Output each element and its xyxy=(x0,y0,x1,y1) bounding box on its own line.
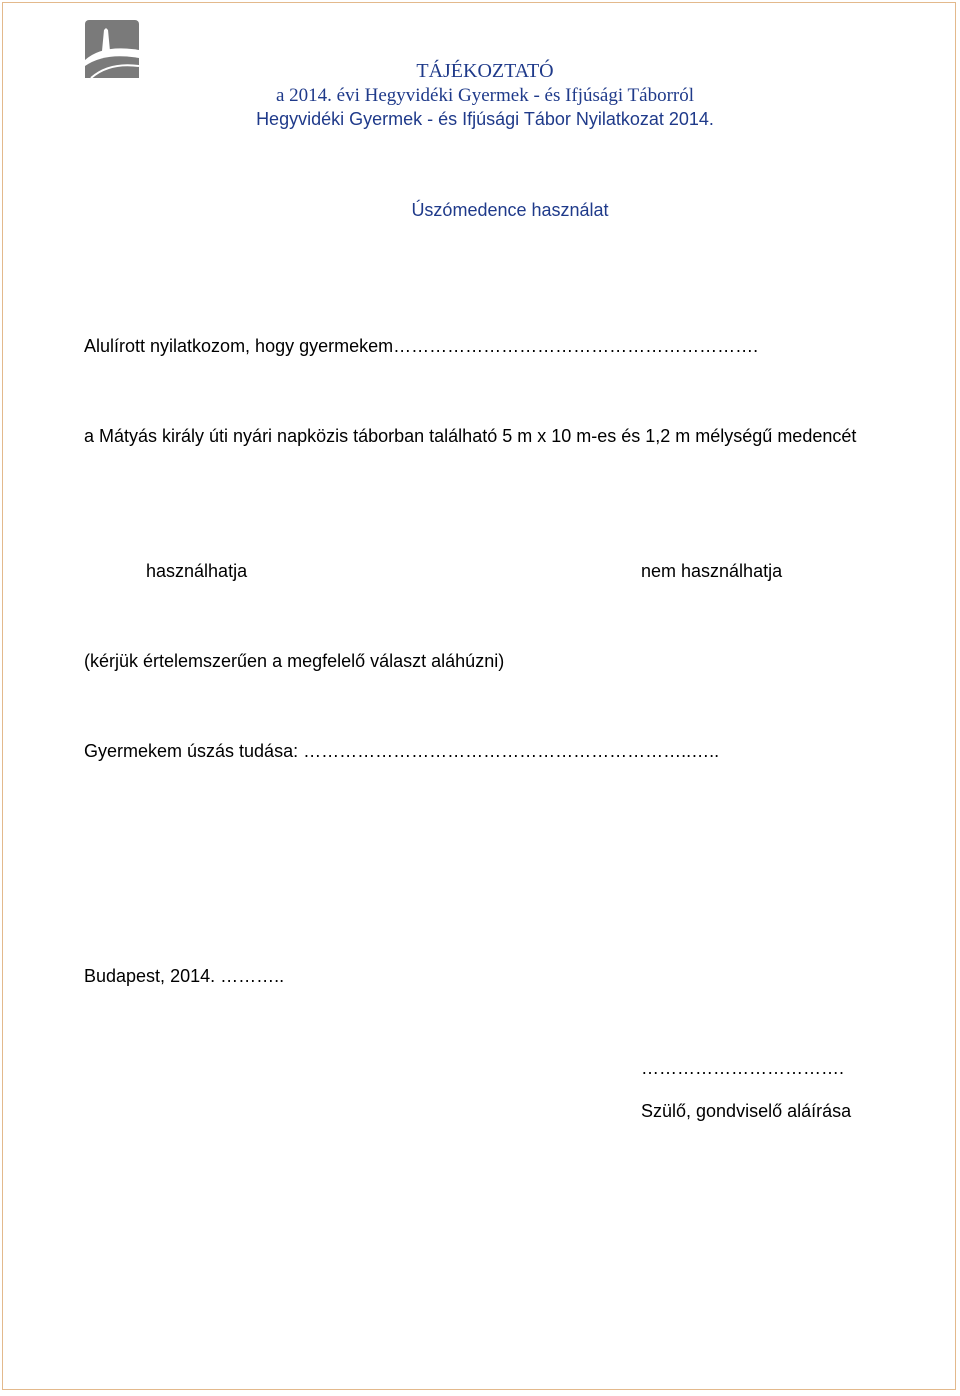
document-subtitle-2: Hegyvidéki Gyermek - és Ifjúsági Tábor Nyilatkozat 2014. xyxy=(256,109,714,129)
document-subtitle: a 2014. évi Hegyvidéki Gyermek - és Ifjúsági Táborról xyxy=(275,85,695,106)
place-date-field[interactable]: Budapest, 2014. ……….. xyxy=(84,966,285,986)
swimming-ability-field[interactable]: Gyermekem úszás tudása: ………………………………………………………..….. xyxy=(84,741,720,761)
section-title: Úszómedence használat xyxy=(411,200,609,220)
declaration-text: Alulírott nyilatkozom, hogy gyermekem……………………………………………………. xyxy=(84,336,759,356)
underline-instruction: (kérjük értelemszerűen a megfelelő választ aláhúzni) xyxy=(84,651,505,671)
signature-line[interactable]: ……………………………. xyxy=(641,1058,845,1078)
option-cannot-use[interactable]: nem használhatja xyxy=(641,561,783,581)
option-can-use[interactable]: használhatja xyxy=(146,561,248,581)
document-title: TÁJÉKOZTATÓ xyxy=(416,60,554,82)
pool-description: a Mátyás király úti nyári napközis táborban található 5 m x 10 m-es és 1,2 m mélységű medencét xyxy=(84,426,857,446)
signature-label: Szülő, gondviselő aláírása xyxy=(641,1101,852,1121)
